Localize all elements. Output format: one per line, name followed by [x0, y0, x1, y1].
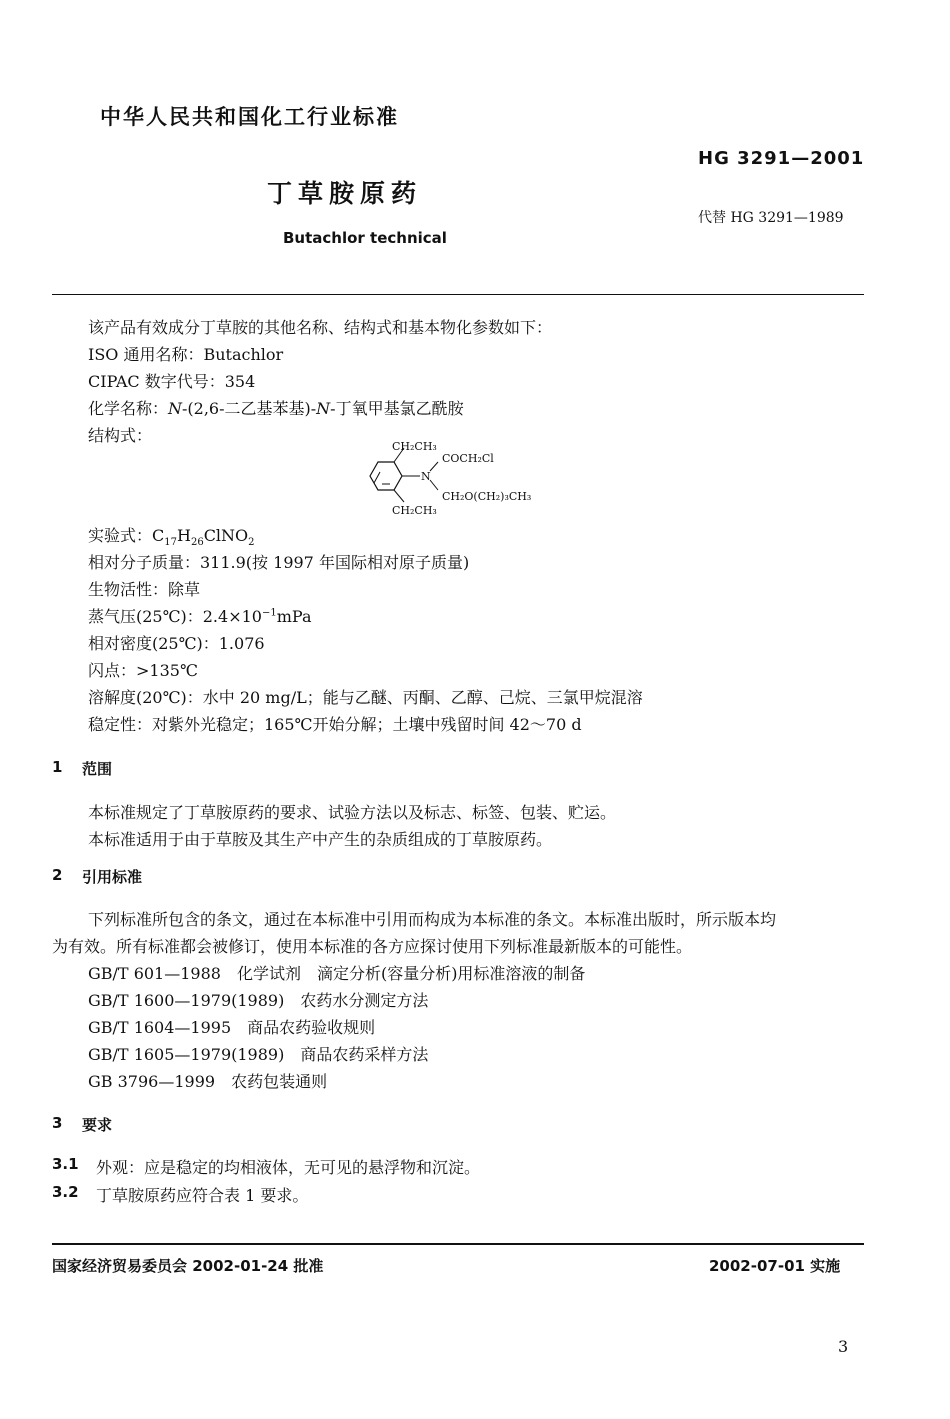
structural-formula [350, 438, 590, 518]
reference-item: GB/T 1605—1979(1989) 商品农药采样方法 [88, 1045, 429, 1064]
empirical-formula: 实验式：$C_{17}H_{26}ClNO_2$ [88, 526, 255, 549]
structure-top-group: CH₂CH₃ [392, 440, 437, 453]
clause-3-1-text: 外观：应是稳定的均相液体，无可见的悬浮物和沉淀。 [96, 1158, 481, 1177]
footer-rule [52, 1243, 864, 1245]
section-2-number: 2 [52, 866, 63, 884]
structure-nitrogen: N [421, 470, 431, 483]
section-2-paragraph: 下列标准所包含的条文，通过在本标准中引用而构成为本标准的条文。本标准出版时，所示版本均 [88, 910, 777, 929]
standard-number: HG 3291—2001 [698, 148, 865, 169]
replaces-standard: 代替 HG 3291—1989 [698, 210, 844, 226]
reference-item: GB/T 1604—1995 商品农药验收规则 [88, 1018, 376, 1037]
cipac-code: CIPAC 数字代号：354 [88, 372, 256, 391]
section-3-title: 要求 [82, 1116, 113, 1134]
page-number: 3 [838, 1337, 849, 1356]
clause-3-2-text: 丁草胺原药应符合表 1 要求。 [96, 1186, 309, 1205]
solubility: 溶解度(20℃)：水中 20 mg/L；能与乙醚、丙酮、乙醇、己烷、三氯甲烷混溶 [88, 688, 643, 707]
chemical-name: 化学名称：N-(2,6-二乙基苯基)-N-丁氧甲基氯乙酰胺 [88, 399, 464, 418]
bioactivity: 生物活性：除草 [88, 580, 201, 599]
issuer-title: 中华人民共和国化工行业标准 [100, 105, 399, 129]
clause-3-1-number: 3.1 [52, 1155, 79, 1173]
section-2-paragraph: 为有效。所有标准都会被修订，使用本标准的各方应探讨使用下列标准最新版本的可能性。 [52, 937, 693, 956]
section-1-title: 范围 [82, 760, 113, 778]
section-1-number: 1 [52, 758, 63, 776]
molar-mass: 相对分子质量：311.9(按 1997 年国际相对原子质量) [88, 553, 470, 572]
flash-point: 闪点：>135℃ [88, 661, 198, 680]
iso-name: ISO 通用名称：Butachlor [88, 345, 284, 364]
reference-item: GB/T 1600—1979(1989) 农药水分测定方法 [88, 991, 429, 1010]
section-2-title: 引用标准 [82, 868, 143, 886]
stability: 稳定性：对紫外光稳定；165℃开始分解；土壤中残留时间 42～70 d [88, 715, 582, 734]
header-rule [52, 294, 864, 295]
structure-bottom-group: CH₂CH₃ [392, 504, 437, 517]
section-1-paragraph: 本标准适用于由于草胺及其生产中产生的杂质组成的丁草胺原药。 [88, 830, 553, 849]
vapor-pressure: 蒸气压(25℃)：$2.4\times 10^{-1}mPa$ [88, 607, 312, 626]
effective-date: 2002-07-01 实施 [709, 1257, 841, 1275]
reference-item: GB/T 601—1988 化学试剂 滴定分析(容量分析)用标准溶液的制备 [88, 964, 586, 983]
structure-acyl-group: COCH₂Cl [442, 452, 494, 465]
intro-lead: 该产品有效成分丁草胺的其他名称、结构式和基本物化参数如下： [88, 318, 553, 337]
approval-line: 国家经济贸易委员会 2002-01-24 批准 [52, 1257, 324, 1275]
structure-side-chain: CH₂O(CH₂)₃CH₃ [442, 490, 532, 503]
clause-3-2-number: 3.2 [52, 1183, 79, 1201]
document-title: 丁草胺原药 [267, 179, 423, 208]
relative-density: 相对密度(25℃)：1.076 [88, 634, 265, 653]
section-1-paragraph: 本标准规定了丁草胺原药的要求、试验方法以及标志、标签、包装、贮运。 [88, 803, 617, 822]
structure-label: 结构式： [88, 426, 153, 445]
section-3-number: 3 [52, 1114, 63, 1132]
reference-item: GB 3796—1999 农药包装通则 [88, 1072, 328, 1091]
document-subtitle: Butachlor technical [283, 229, 447, 247]
